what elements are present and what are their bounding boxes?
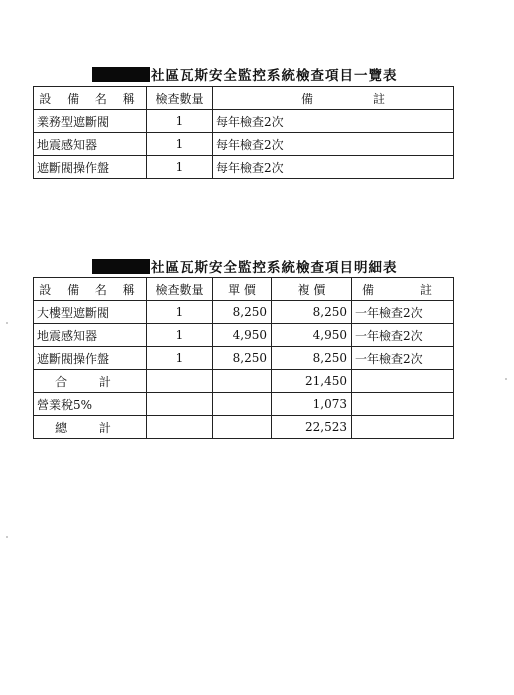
- subtotal-value: 21,450: [272, 370, 352, 393]
- row-note: 每年檢查2次: [213, 110, 454, 133]
- summary-table: [33, 86, 454, 179]
- empty-cell: [147, 393, 213, 416]
- scan-speck: [505, 378, 507, 380]
- table-row: [34, 347, 454, 370]
- table-row: [34, 133, 454, 156]
- row-note: 每年檢查2次: [213, 133, 454, 156]
- row-total-price: 8,250: [272, 347, 352, 370]
- header-remarks-b: 註: [420, 282, 433, 297]
- row-name: 地震感知器: [34, 133, 147, 156]
- row-name: 遮斷閥操作盤: [34, 347, 147, 370]
- empty-cell: [352, 416, 454, 439]
- header-remarks-a: 備: [301, 91, 314, 106]
- row-qty: 1: [147, 133, 213, 156]
- row-note: 一年檢查2次: [352, 301, 454, 324]
- header-equipment-name: 設 備 名 稱: [34, 87, 147, 110]
- header-remarks-b: 註: [373, 91, 386, 106]
- row-qty: 1: [147, 156, 213, 179]
- subtotal-label: 合 計: [34, 370, 147, 393]
- header-remarks: [213, 87, 454, 110]
- redaction-bar: [92, 259, 150, 274]
- summary-header-row: [34, 87, 454, 110]
- empty-cell: [352, 393, 454, 416]
- table-row: [34, 156, 454, 179]
- detail-table-title: [92, 256, 398, 276]
- header-equipment-name: 設 備 名 稱: [34, 278, 147, 301]
- row-total-price: 4,950: [272, 324, 352, 347]
- detail-title-text: 社區瓦斯安全監控系統檢查項目明細表: [151, 260, 398, 276]
- tax-label: 營業稅5%: [34, 393, 147, 416]
- table-row: [34, 324, 454, 347]
- header-remarks: [352, 278, 454, 301]
- header-inspection-qty: 檢查數量: [147, 278, 213, 301]
- summary-title-text: 社區瓦斯安全監控系統檢查項目一覽表: [151, 68, 398, 84]
- row-note: 每年檢查2次: [213, 156, 454, 179]
- grand-total-label: 總 計: [34, 416, 147, 439]
- empty-cell: [213, 370, 272, 393]
- subtotal-row: [34, 370, 454, 393]
- empty-cell: [147, 370, 213, 393]
- header-total-price: 複 價: [272, 278, 352, 301]
- row-qty: 1: [147, 301, 213, 324]
- grand-total-value: 22,523: [272, 416, 352, 439]
- summary-table-title: [92, 64, 398, 84]
- row-name: 地震感知器: [34, 324, 147, 347]
- row-name: 大樓型遮斷閥: [34, 301, 147, 324]
- tax-row: [34, 393, 454, 416]
- detail-table: [33, 277, 454, 439]
- empty-cell: [352, 370, 454, 393]
- row-qty: 1: [147, 347, 213, 370]
- row-unit-price: 4,950: [213, 324, 272, 347]
- row-qty: 1: [147, 110, 213, 133]
- row-name: 業務型遮斷閥: [34, 110, 147, 133]
- table-row: [34, 110, 454, 133]
- detail-header-row: [34, 278, 454, 301]
- row-qty: 1: [147, 324, 213, 347]
- row-note: 一年檢查2次: [352, 347, 454, 370]
- scan-speck: [6, 536, 8, 538]
- header-inspection-qty: 檢查數量: [147, 87, 213, 110]
- row-unit-price: 8,250: [213, 347, 272, 370]
- grand-total-row: [34, 416, 454, 439]
- row-unit-price: 8,250: [213, 301, 272, 324]
- row-name: 遮斷閥操作盤: [34, 156, 147, 179]
- table-row: [34, 301, 454, 324]
- row-total-price: 8,250: [272, 301, 352, 324]
- empty-cell: [213, 393, 272, 416]
- empty-cell: [147, 416, 213, 439]
- row-note: 一年檢查2次: [352, 324, 454, 347]
- scan-speck: [6, 322, 8, 324]
- empty-cell: [213, 416, 272, 439]
- redaction-bar: [92, 67, 150, 82]
- tax-value: 1,073: [272, 393, 352, 416]
- header-remarks-a: 備: [362, 282, 375, 297]
- header-unit-price: 單 價: [213, 278, 272, 301]
